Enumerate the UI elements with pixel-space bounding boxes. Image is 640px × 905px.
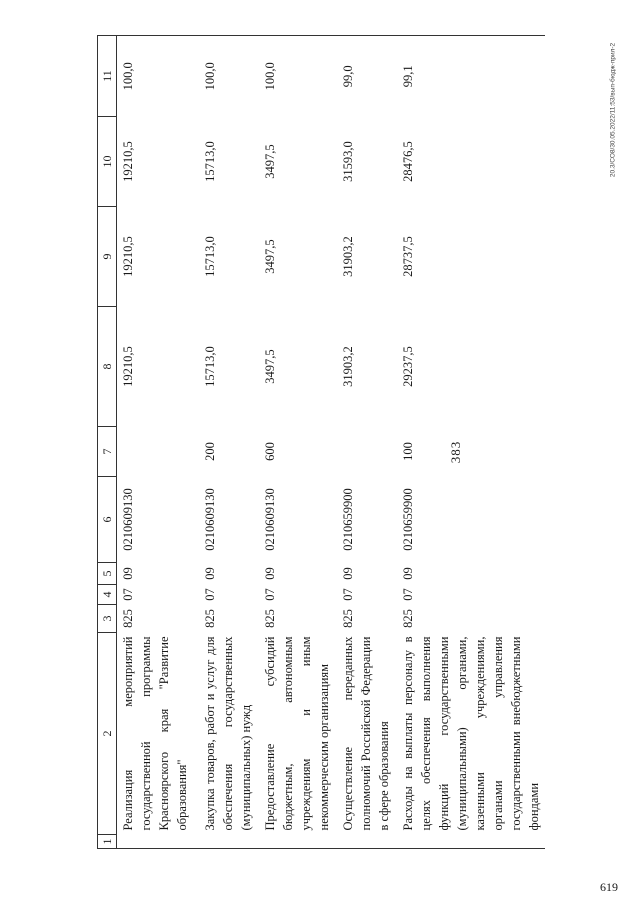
table-row	[117, 36, 200, 849]
cell-c5: 09	[121, 567, 135, 580]
table-row	[397, 36, 545, 849]
column-header: 9	[98, 207, 117, 307]
cell-c6: 0210659900	[341, 488, 355, 551]
column-header: 10	[98, 117, 117, 207]
cell-c10: 3497,5	[263, 144, 277, 179]
cell-c11: 100,0	[199, 36, 259, 117]
cell-c9: 19210,5	[121, 236, 135, 277]
cell-c3: 825	[263, 609, 277, 628]
column-header: 8	[98, 307, 117, 427]
cell-c4: 07	[121, 588, 135, 601]
column-header: 6	[98, 477, 117, 563]
cell-c10: 28476,5	[401, 141, 415, 182]
cell-c4: 07	[341, 588, 355, 601]
cell-c7	[117, 427, 200, 477]
budget-table	[97, 35, 545, 849]
cell-c4: 07	[263, 588, 277, 601]
row-number-cell	[199, 835, 259, 849]
table-row	[259, 36, 337, 849]
cell-c7: 600	[263, 442, 277, 461]
cell-c8: 19210,5	[121, 346, 135, 387]
cell-c11: 100,0	[117, 36, 200, 117]
bottom-page-number: 619	[600, 880, 618, 894]
cell-c5: 09	[203, 567, 217, 580]
cell-c4: 07	[401, 588, 415, 601]
row-name: Расходы на выплаты персоналу в целях обеспечения выполнения функций государственными (муниципальными) органами, казенными учреждениями, органами управления государственными внебюджетными фондами	[401, 636, 541, 831]
column-header: 2	[98, 633, 117, 835]
cell-c8: 29237,5	[401, 346, 415, 387]
cell-c6: 0210609130	[121, 488, 135, 551]
cell-c8: 15713,0	[203, 346, 217, 387]
cell-c6: 0210609130	[263, 488, 277, 551]
rotated-table-container	[97, 36, 541, 849]
column-header: 1	[98, 835, 117, 849]
cell-c8: 31903,2	[341, 346, 355, 387]
cell-c6: 0210659900	[401, 488, 415, 551]
document-footer-code: 20.3/СО8/30.05.2022/11:53/вып-бюдж-прил-2	[609, 42, 617, 178]
cell-c11: 99,1	[397, 36, 545, 117]
table-row	[199, 36, 259, 849]
row-name: Закупка товаров, работ и услуг для обеспечения государственных (муниципальных) нужд	[203, 636, 253, 831]
cell-c5: 09	[401, 567, 415, 580]
table-row	[337, 36, 397, 849]
column-header: 4	[98, 585, 117, 605]
row-name: Реализация мероприятий государственной программы Красноярского края "Развитие образования"	[121, 636, 189, 831]
cell-c9: 31903,2	[341, 236, 355, 277]
cell-c9: 28737,5	[401, 236, 415, 277]
cell-c4: 07	[203, 588, 217, 601]
column-header: 7	[98, 427, 117, 477]
cell-c10: 31593,0	[341, 141, 355, 182]
cell-c8: 3497,5	[263, 349, 277, 384]
cell-c3: 825	[401, 609, 415, 628]
cell-c9: 15713,0	[203, 236, 217, 277]
cell-c11: 99,0	[337, 36, 397, 117]
cell-c3: 825	[121, 609, 135, 628]
cell-c5: 09	[341, 567, 355, 580]
header-row	[98, 36, 117, 849]
cell-c3: 825	[203, 609, 217, 628]
column-header: 3	[98, 605, 117, 633]
column-header: 5	[98, 563, 117, 585]
cell-c5: 09	[263, 567, 277, 580]
cell-c10: 19210,5	[121, 141, 135, 182]
cell-c10: 15713,0	[203, 141, 217, 182]
cell-c9: 3497,5	[263, 239, 277, 274]
cell-c6: 0210609130	[203, 488, 217, 551]
page-number: 383	[448, 440, 463, 464]
row-name: Предоставление субсидий бюджетным, автономным учреждениям и иным некоммерческим организациям	[263, 636, 331, 831]
cell-c7	[337, 427, 397, 477]
column-header: 11	[98, 36, 117, 117]
cell-c7: 200	[203, 442, 217, 461]
cell-c3: 825	[341, 609, 355, 628]
row-name: Осуществление переданных полномочий Российской Федерации в сфере образования	[341, 636, 391, 831]
row-number-cell	[117, 835, 200, 849]
row-number-cell	[337, 835, 397, 849]
cell-c11: 100,0	[259, 36, 337, 117]
row-number-cell	[259, 835, 337, 849]
cell-c7: 100	[401, 442, 415, 461]
row-number-cell	[397, 835, 545, 849]
